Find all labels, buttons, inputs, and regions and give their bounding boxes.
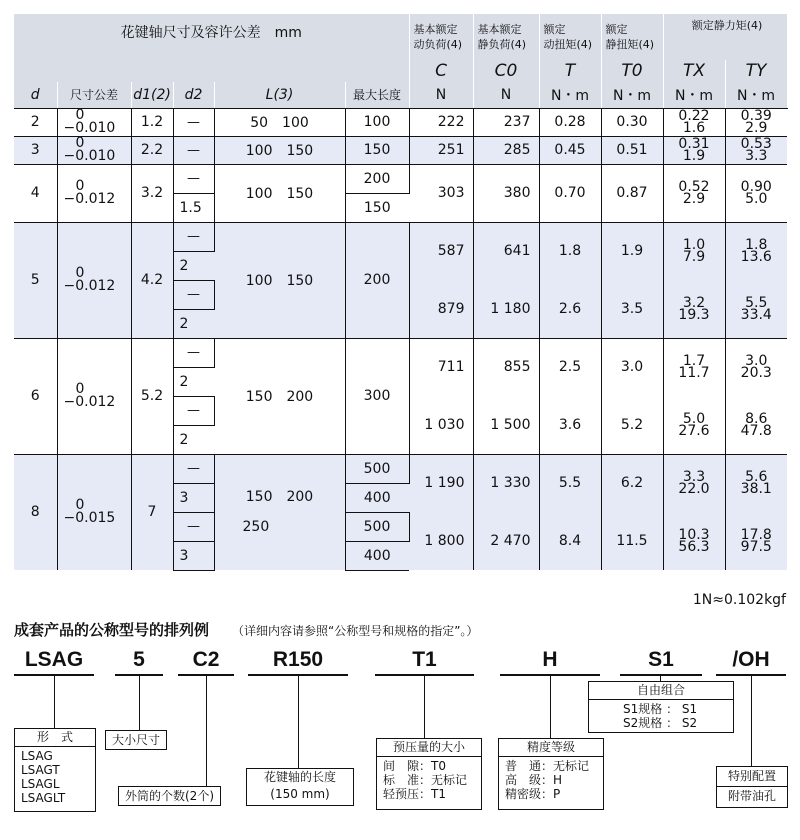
unit-TY: N・m xyxy=(725,82,787,108)
table-row: 5 0 −0.012 4.2 — 100 150 200 587 641 1.8 1.9 1.0 7.9 1.8 13.6 xyxy=(14,222,787,251)
form-item: LSAG xyxy=(21,749,53,763)
code-precision: H xyxy=(500,646,600,676)
unit-C0: N xyxy=(473,82,539,108)
spec-table xyxy=(14,14,788,571)
stat-load-header: 基本额定 静负荷(4) xyxy=(473,14,539,60)
code-size: 5 xyxy=(115,646,163,676)
table-row: — 500 1 800 2 470 8.4 11.5 10.3 56.3 17.8 97.5 xyxy=(14,512,787,541)
table-row: 4 0 −0.012 3.2 — 100 150 200 303 380 0.70 0.87 0.52 2.9 0.90 5.0 xyxy=(14,164,787,193)
form-item: LSAGLT xyxy=(21,791,66,805)
code-length: R150 xyxy=(248,646,348,676)
form-box xyxy=(14,728,96,812)
precision-box: 精度等级 普 通：无标记 高 级：H 精密级：P xyxy=(498,738,604,810)
table-row: — 879 1 180 2.6 3.5 3.2 19.3 5.5 33.4 xyxy=(14,280,787,309)
table-row: 2 0 −0.010 1.2 — 50 100 100 222 237 0.28 0.30 0.22 1.6 0.39 2.9 xyxy=(14,108,787,136)
leader-preload xyxy=(424,676,425,738)
col-L: L(3) xyxy=(214,82,345,108)
unit-note: 1N≈0.102kgf xyxy=(692,592,786,608)
size-box: 大小尺寸 xyxy=(105,730,167,750)
dyn-load-header: 基本额定 动负荷(4) xyxy=(409,14,473,60)
section-note: （详细内容请参照“公称型号和规格的指定”。） xyxy=(232,624,479,638)
leader-special xyxy=(751,676,752,766)
sym-TX: TX xyxy=(663,60,725,82)
preload-box: 预压量的大小 间 隙：T0 标 准：无标记 轻预压：T1 xyxy=(376,738,482,810)
col-maxlen: 最大长度 xyxy=(345,82,409,108)
unit-TX: N・m xyxy=(663,82,725,108)
table-row: 2 xyxy=(14,251,787,280)
code-combo: S1 xyxy=(620,646,702,676)
special-box: 特别配置 附带油孔 xyxy=(716,766,788,808)
code-special: /OH xyxy=(716,646,786,676)
leader-form xyxy=(54,676,55,728)
unit-T: N・m xyxy=(539,82,601,108)
table-row: 2 xyxy=(14,367,787,396)
col-d: d xyxy=(14,82,57,108)
count-box: 外筒的个数(2个) xyxy=(118,786,221,806)
sym-C: C xyxy=(409,60,473,82)
table-row: 3 400 xyxy=(14,541,787,570)
length-box: 花键轴的长度 (150 mm) xyxy=(246,768,354,806)
unit-C: N xyxy=(409,82,473,108)
table-row: 2 xyxy=(14,309,787,338)
form-box-caption: 形 式 xyxy=(15,729,95,747)
table-row: — 1 030 1 500 3.6 5.2 5.0 27.6 8.6 47.8 xyxy=(14,396,787,425)
section-title: 成套产品的公称型号的排列例 xyxy=(14,621,210,639)
code-form: LSAG xyxy=(14,646,94,676)
sym-TY: TY xyxy=(725,60,787,82)
moment-header: 额定静力矩(4) xyxy=(663,14,787,60)
table-row: 3 400 xyxy=(14,483,787,512)
leader-precision xyxy=(550,676,551,738)
leader-count xyxy=(206,676,207,786)
unit-T0: N・m xyxy=(601,82,663,108)
combo-box: 自由组合 S1规格 ： S1 S2规格 ： S2 xyxy=(588,681,734,733)
col-d1: d1(2) xyxy=(131,82,173,108)
col-tol: 尺寸公差 xyxy=(57,82,131,108)
stat-torque-header: 额定 静扭矩(4) xyxy=(601,14,663,60)
sym-T0: T0 xyxy=(601,60,663,82)
dyn-torque-header: 额定 动扭矩(4) xyxy=(539,14,601,60)
code-count: C2 xyxy=(178,646,234,676)
dims-title: 花键轴尺寸及容许公差 mm xyxy=(14,14,409,82)
table-row: 6 0 −0.012 5.2 — 150 200 300 711 855 2.5 3.0 1.7 11.7 3.0 20.3 xyxy=(14,338,787,367)
col-d2: d2 xyxy=(173,82,214,108)
form-item: LSAGT xyxy=(21,763,60,777)
code-preload: T1 xyxy=(375,646,474,676)
leader-length xyxy=(298,676,299,768)
form-item: LSAGL xyxy=(21,777,60,791)
leader-size xyxy=(139,676,140,730)
sym-C0: C0 xyxy=(473,60,539,82)
table-row: 2 xyxy=(14,425,787,454)
table-row: 8 0 −0.015 7 — 150 200 250 500 1 190 1 330 5.5 6.2 3.3 22.0 5.6 38.1 xyxy=(14,454,787,483)
sym-T: T xyxy=(539,60,601,82)
table-row: 1.5 150 xyxy=(14,193,787,222)
table-row: 3 0 −0.010 2.2 — 100 150 150 251 285 0.45 0.51 0.31 1.9 0.53 3.3 xyxy=(14,136,787,164)
